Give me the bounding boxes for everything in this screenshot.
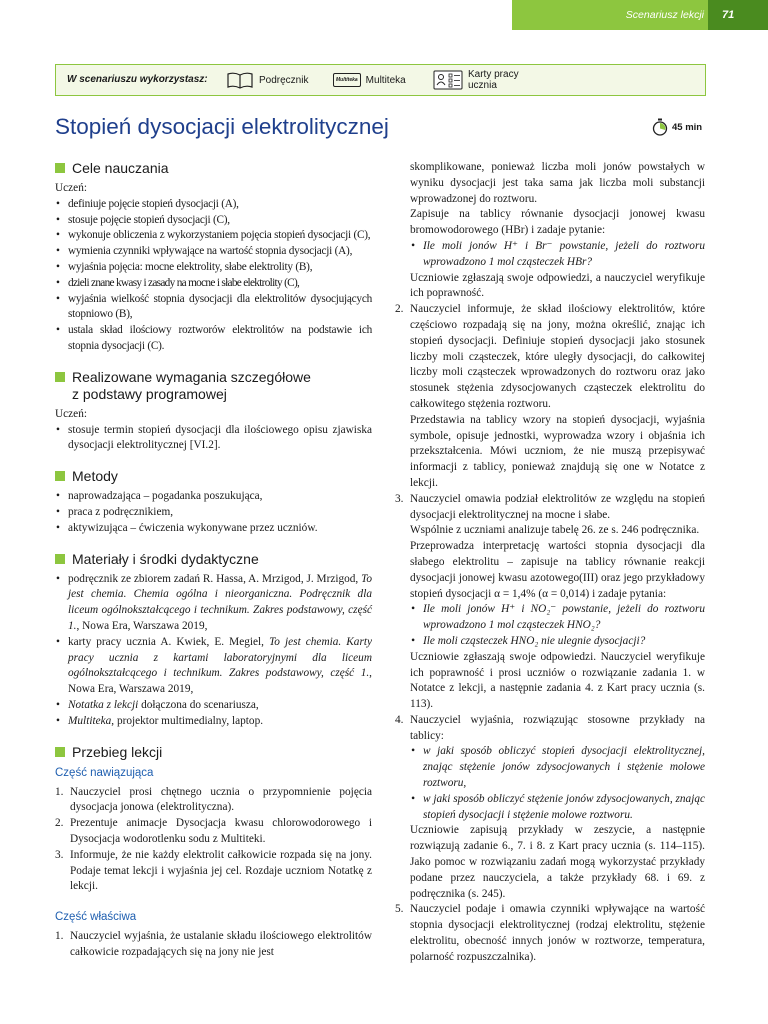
list-item bbox=[395, 902, 705, 965]
heading-text-line2: z podstawy programowej bbox=[72, 385, 227, 402]
right-column bbox=[395, 160, 705, 966]
list-item bbox=[55, 929, 372, 961]
materialy-list bbox=[55, 572, 372, 730]
page-number-box bbox=[708, 0, 768, 30]
subheading-czesc-wlasciwa: Część właściwa bbox=[55, 911, 137, 924]
right-ordered-list bbox=[395, 492, 705, 524]
heading-text: Cele nauczania bbox=[72, 160, 169, 176]
number: 1. bbox=[55, 930, 64, 943]
text: dołączona do scenariusza, bbox=[138, 698, 259, 711]
list-item: • wykonuje obliczenia z wykorzystaniem pojęcia stopień dysocjacji (C), bbox=[55, 228, 372, 244]
number: 2. bbox=[55, 817, 64, 830]
green-square-icon bbox=[55, 747, 65, 757]
list-item: • wymienia czynniki wpływające na wartość stopnia dysocjacji (A), bbox=[55, 244, 372, 260]
paragraph: Przeprowadza interpretację wartości stopnia dysocjacji dla słabego elektrolitu – zapisuje na tablicy równanie reakcji dysocjacji jonowej kwasu azotowego(III) oraz jego przykładowy stopień dysocjacji α = 1,4% (α = 0,014) i zadaje pytania: bbox=[410, 540, 705, 600]
text: Nauczyciel wyjaśnia, że ustalanie składu ilościowego elektrolitów całkowicie rozpadających się na jony nie jest bbox=[70, 930, 372, 958]
paragraph: skomplikowane, ponieważ liczba moli jonów powstałych w wyniku dysocjacji jest taka sama jak liczba moli substancji wprowadzonej do roztworu. bbox=[410, 161, 705, 205]
resource-label-block bbox=[468, 69, 519, 91]
book-title: To jest chemia. Karty pracy ucznia z kartami laboratoryjnymi dla liceum ogólnokształcącego i technikum. Zakres podstawowy, część 1. bbox=[68, 635, 373, 680]
list-item: • Ile moli jonów H⁺ i NO₂⁻ powstanie, jeżeli do roztworu wprowadzono 1 mol cząsteczek HNO₂? bbox=[410, 602, 705, 634]
right-ordered-list bbox=[395, 713, 705, 745]
list-item: • stosuje pojęcie stopień dysocjacji (C), bbox=[55, 213, 372, 229]
section-heading-wymagania bbox=[55, 369, 372, 403]
text: Nauczyciel wyjaśnia, rozwiązując stosowne przykłady na tablicy: bbox=[410, 713, 705, 742]
duration-label: 45 min bbox=[672, 121, 703, 133]
metody-list bbox=[55, 489, 372, 536]
resource-label: Podręcznik bbox=[259, 74, 309, 86]
section-heading-przebieg bbox=[55, 744, 372, 761]
green-square-icon bbox=[55, 163, 65, 173]
list-item bbox=[55, 714, 372, 730]
text: podręcznik ze zbiorem zadań R. Hassa, A. Mrzigod, J. Mrzigod, bbox=[68, 572, 359, 585]
question-list bbox=[410, 239, 705, 271]
text: Nauczyciel informuje, że skład ilościowy elektrolitów, które częściowo rozpadają się na jony, można określić, znając ich stopień dysocjacji. Definiuje stopień dysocjacji jako stosunek liczby moli cząsteczek, które uległy dysocjacji, do całkowitej liczby moli cząsteczek wprowadzonych do roztworu oraz jako stosunek stężenia zdysocjowanych cząsteczek elektrolitu do całkowitego stężenia roztworu. bbox=[410, 303, 705, 410]
stopwatch-icon bbox=[652, 118, 668, 136]
resource-podrecznik bbox=[226, 69, 308, 91]
question-list bbox=[410, 602, 705, 649]
list-item: • aktywizująca – ćwiczenia wykonywane przez uczniów. bbox=[55, 521, 372, 537]
section-heading-materialy bbox=[55, 551, 372, 568]
paragraph: Uczniowie zgłaszają swoje odpowiedzi, a nauczyciel weryfikuje ich poprawność. bbox=[410, 271, 705, 300]
list-item: • wyjaśnia pojęcia: mocne elektrolity, słabe elektrolity (B), bbox=[55, 260, 372, 276]
list-item bbox=[55, 848, 372, 895]
page-title: Stopień dysocjacji elektrolitycznej bbox=[55, 114, 389, 139]
cele-list bbox=[55, 197, 372, 355]
paragraph: Przedstawia na tablicy wzory na stopień dysocjacji, wyjaśnia symbole, opisuje jednostki, wyprowadza wzory i objaśnia ich przekształcenia. Mówi uczniom, że nie muszą przepisywać informacji z tablicy, ponieważ znajdują się one w Notatce z lekcji. bbox=[410, 413, 705, 489]
text: , Nowa Era, Warszawa 2019, bbox=[68, 667, 372, 696]
green-square-icon bbox=[55, 471, 65, 481]
wymagania-list bbox=[55, 423, 372, 455]
number: 4. bbox=[395, 713, 404, 726]
duration bbox=[652, 118, 702, 136]
resources-box bbox=[55, 64, 706, 96]
list-item: • Ile moli jonów H⁺ i Br⁻ powstanie, jeżeli do roztworu wprowadzono 1 mol cząsteczek HBr? bbox=[410, 239, 705, 271]
item4-continued bbox=[395, 744, 705, 902]
list-item bbox=[55, 816, 372, 848]
number: 5. bbox=[395, 903, 404, 916]
resource-label-line2: ucznia bbox=[468, 80, 497, 91]
resource-label-line1: Karty pracy bbox=[468, 69, 519, 80]
paragraph: Uczniowie zgłaszają swoje odpowiedzi. Nauczyciel weryfikuje ich poprawność i prosi uczniów o rozwiązanie zadania 1. w Notatce z lekcji, a następnie zadania 4. z Kart pracy ucznia (s. 113). bbox=[410, 650, 705, 711]
text: Nauczyciel prosi chętnego ucznia o przypomnienie pojęcia dysocjacja jonowa (elektrolityczna). bbox=[70, 785, 372, 814]
text: , projektor multimedialny, laptop. bbox=[111, 714, 264, 727]
list-item: • Ile moli cząsteczek HNO₂ nie ulegnie dysocjacji? bbox=[410, 634, 705, 650]
book-icon bbox=[226, 71, 254, 89]
text: Notatka z lekcji bbox=[68, 698, 139, 711]
paragraph: Wspólnie z uczniami analizuje tabelę 26. ze s. 246 podręcznika. bbox=[410, 524, 700, 537]
heading-text: Przebieg lekcji bbox=[72, 743, 163, 760]
item2-continued bbox=[395, 413, 705, 492]
page-number: 71 bbox=[722, 9, 735, 21]
number: 1. bbox=[55, 785, 64, 798]
item3-continued bbox=[395, 523, 705, 713]
resources-lead: W scenariuszu wykorzystasz: bbox=[67, 74, 208, 85]
list-item: • praca z podręcznikiem, bbox=[55, 505, 372, 521]
header-bar bbox=[512, 0, 768, 30]
subheading-czesc-nawiazujaca: Część nawiązująca bbox=[55, 766, 154, 779]
right-ordered-list bbox=[395, 902, 705, 965]
left-column bbox=[55, 160, 372, 961]
green-square-icon bbox=[55, 372, 65, 382]
text: Prezentuje animacje Dysocjacja kwasu chlorowodorowego i Dysocjacja wodorotlenku sodu z Multiteki. bbox=[70, 817, 372, 845]
list-item: • w jaki sposób obliczyć stężenie jonów zdysocjowanych, znając stopień dysocjacji i stężenie molowe roztworu. bbox=[410, 792, 705, 824]
list-item bbox=[55, 785, 372, 817]
text: Nauczyciel podaje i omawia czynniki wpływające na wartość stopnia dysocjacji elektrolitycznej (rodzaj elektrolitu, stężenie elektrolitu, obecność innych jonów w roztworze, temperatura, polarność rozpuszczalnika). bbox=[410, 903, 705, 963]
cele-intro: Uczeń: bbox=[55, 182, 87, 194]
list-item bbox=[395, 302, 705, 413]
list-item bbox=[395, 492, 705, 524]
text: , Nowa Era, Warszawa 2019, bbox=[76, 619, 208, 632]
number: 2. bbox=[395, 303, 404, 316]
section-heading-metody bbox=[55, 468, 372, 485]
list-item: • w jaki sposób obliczyć stopień dysocjacji elektrolitycznej, znając stężenie jonów zdysocjowanych i stężenie molowe roztworu, bbox=[410, 744, 705, 791]
list-item bbox=[55, 698, 372, 714]
worksheet-icon bbox=[433, 70, 463, 90]
paragraph: Zapisuje na tablicy równanie dysocjacji jonowej kwasu bromowodorowego (HBr) i zadaje pytanie: bbox=[410, 208, 705, 237]
number: 3. bbox=[395, 492, 404, 505]
list-item bbox=[55, 635, 372, 698]
text: Informuje, że nie każdy elektrolit całkowicie rozpada się na jony. Podaje temat lekcji i wyjaśnia jej cel. Rozdaje uczniom Notatkę z lekcji. bbox=[70, 848, 372, 893]
wymagania-intro: Uczeń: bbox=[55, 407, 87, 420]
list-item: • ustala skład ilościowy roztworów elektrolitów na podstawie ich stopnia dysocjacji (C). bbox=[55, 323, 372, 355]
list-item: • wyjaśnia wielkość stopnia dysocjacji dla elektrolitów dysocjujących stopniowo (B), bbox=[55, 292, 372, 324]
book-title: To jest chemia. Chemia ogólna i nieorganiczna. Podręcznik dla liceum ogólnokształcącego i technikum. Zakres podstawowy, część 1. bbox=[68, 572, 373, 632]
resource-karty-pracy bbox=[433, 69, 519, 91]
list-item: • definiuje pojęcie stopień dysocjacji (A), bbox=[55, 197, 372, 213]
multiteka-icon: Multiteka bbox=[333, 73, 361, 87]
green-square-icon bbox=[55, 554, 65, 564]
resource-label: Multiteka bbox=[365, 74, 406, 86]
list-item bbox=[395, 713, 705, 745]
number: 3. bbox=[55, 848, 64, 861]
section-label: Scenariusz lekcji bbox=[625, 9, 704, 21]
question-list bbox=[410, 744, 705, 823]
czesc2-list bbox=[55, 929, 372, 961]
czesc1-list bbox=[55, 785, 372, 896]
list-item: • dzieli znane kwasy i zasady na mocne i słabe elektrolity (C), bbox=[55, 276, 372, 292]
paragraph: Uczniowie zapisują przykłady w zeszycie, a następnie rozwiązują zadanie 6., 7. i 8. z Kart pracy ucznia (s. 114–115). Jako pomoc w rozwiązaniu zadań mogą wykorzystać przykłady podane przez nauczyciela, a także przykłady 68. i 69. z podręcznika (s. 245). bbox=[410, 824, 705, 900]
list-item: • naprowadzająca – pogadanka poszukująca, bbox=[55, 489, 372, 505]
text: Multiteka bbox=[68, 714, 112, 727]
text: Nauczyciel omawia podział elektrolitów ze względu na stopień dysocjacji elektrolitycznej na mocne i słabe. bbox=[410, 492, 705, 521]
resource-multiteka bbox=[333, 69, 406, 91]
list-item: • stosuje termin stopień dysocjacji dla ilościowego opisu zjawiska dysocjacji elektrolitycznej [VI.2]. bbox=[55, 423, 372, 455]
heading-text: Materiały i środki dydaktyczne bbox=[72, 550, 259, 567]
section-heading-cele bbox=[55, 160, 372, 177]
list-item bbox=[55, 572, 372, 635]
item1-continued bbox=[395, 160, 705, 302]
heading-text: Metody bbox=[72, 468, 118, 485]
right-ordered-list bbox=[395, 302, 705, 413]
heading-text: Realizowane wymagania szczegółowe bbox=[72, 368, 311, 385]
text: karty pracy ucznia A. Kwiek, E. Megiel, bbox=[68, 635, 264, 648]
